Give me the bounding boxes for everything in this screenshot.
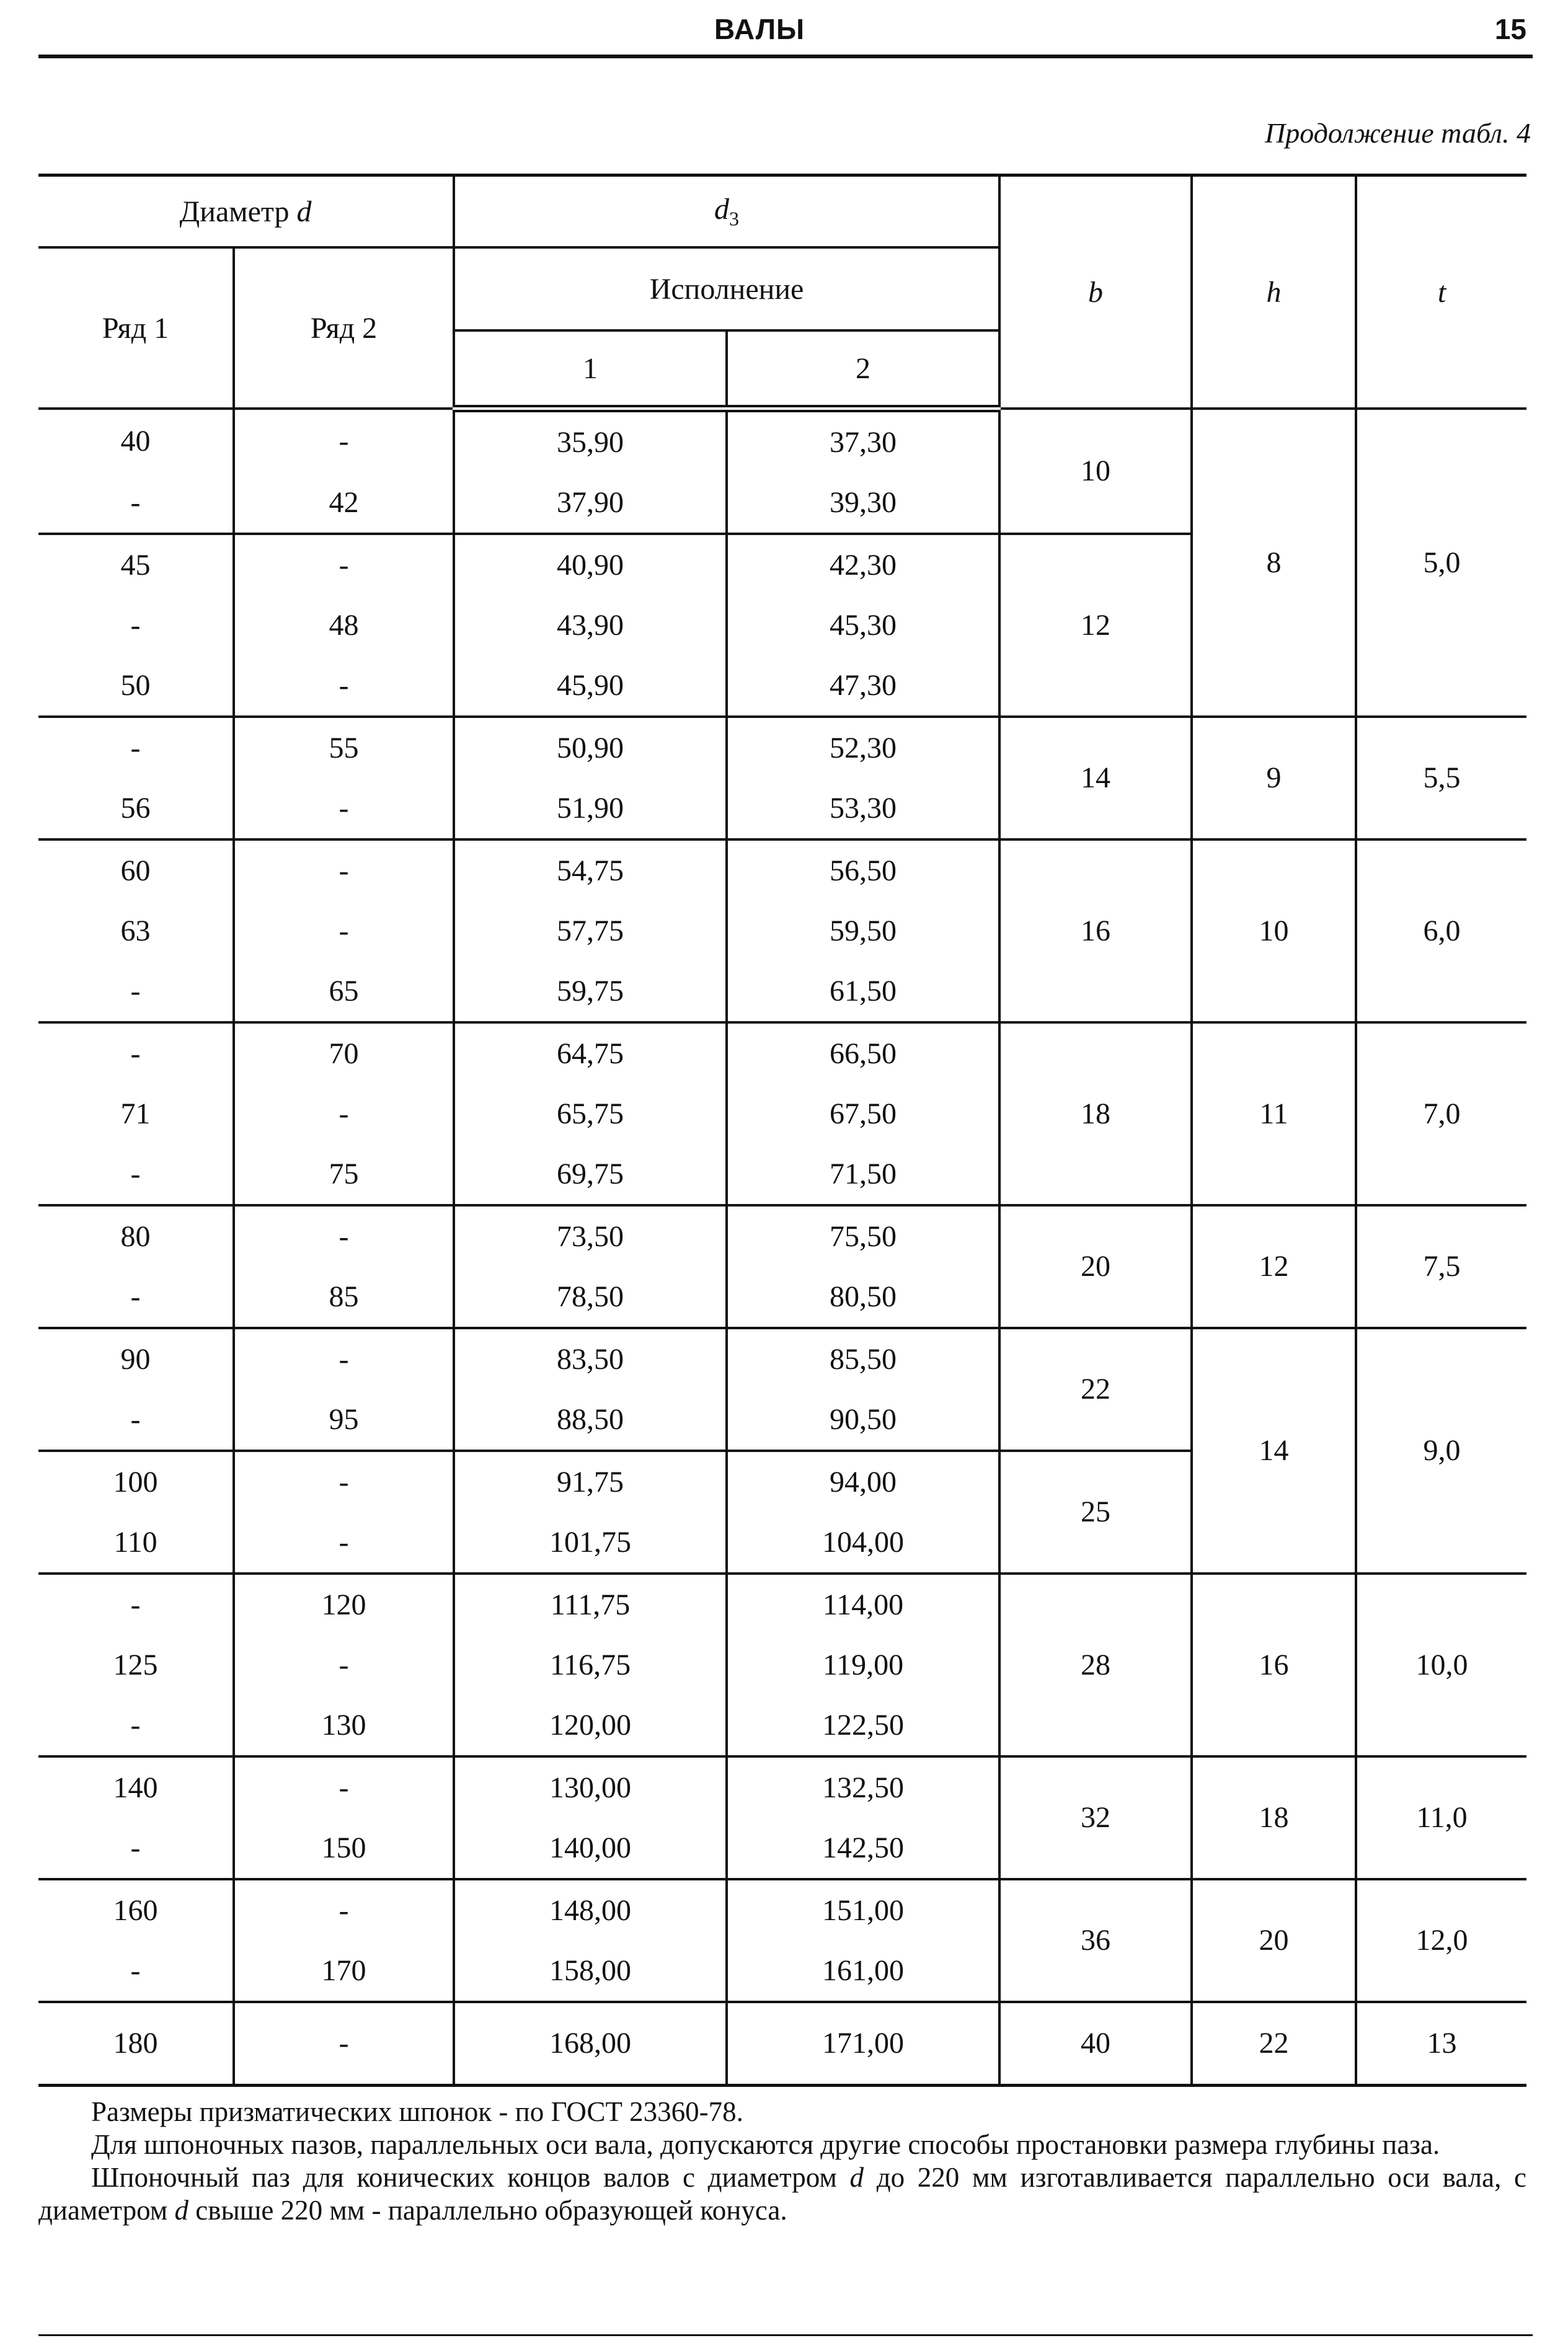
cell-exec2: 59,50 (727, 901, 999, 961)
cell-exec1: 54,75 (454, 839, 727, 901)
cell-row2: 130 (234, 1695, 454, 1756)
cell-row2: 55 (234, 717, 454, 778)
cell-exec1: 45,90 (454, 655, 727, 717)
cell-row1: 100 (38, 1451, 234, 1512)
cell-exec2: 47,30 (727, 655, 999, 717)
cell-t: 10,0 (1356, 1574, 1526, 1756)
header-h: h (1192, 175, 1356, 409)
cell-exec1: 111,75 (454, 1574, 727, 1635)
cell-exec2: 45,30 (727, 595, 999, 655)
cell-exec1: 57,75 (454, 901, 727, 961)
cell-exec2: 75,50 (727, 1205, 999, 1267)
cell-row1: 45 (38, 534, 234, 595)
cell-row2: - (234, 901, 454, 961)
cell-b: 20 (999, 1205, 1192, 1328)
cell-row1: - (38, 1941, 234, 2002)
cell-b: 32 (999, 1756, 1192, 1879)
header-execution-1: 1 (454, 330, 727, 409)
cell-exec1: 168,00 (454, 2002, 727, 2086)
cell-row1: - (38, 1144, 234, 1205)
note-3: Шпоночный паз для конических концов валов с диаметром d до 220 мм изготавливается параллельно оси вала, с диаметром d свыше 220 мм - параллельно образующей конуса. (38, 2162, 1526, 2226)
cell-exec1: 51,90 (454, 778, 727, 839)
cell-row1: - (38, 1818, 234, 1879)
cell-row2: 75 (234, 1144, 454, 1205)
cell-b: 18 (999, 1022, 1192, 1205)
cell-row2: 48 (234, 595, 454, 655)
cell-b: 16 (999, 839, 1192, 1022)
table-row (38, 839, 1526, 901)
cell-t: 6,0 (1356, 839, 1526, 1022)
cell-h: 14 (1192, 1328, 1356, 1574)
cell-row1: - (38, 1695, 234, 1756)
cell-row1: 60 (38, 839, 234, 901)
cell-h: 22 (1192, 2002, 1356, 2086)
cell-row2: - (234, 2002, 454, 2086)
cell-exec1: 83,50 (454, 1328, 727, 1389)
cell-h: 20 (1192, 1879, 1356, 2002)
table-row (38, 1879, 1526, 1941)
cell-exec2: 42,30 (727, 534, 999, 595)
cell-row1: 63 (38, 901, 234, 961)
cell-exec2: 67,50 (727, 1084, 999, 1144)
cell-row2: - (234, 1328, 454, 1389)
table-row (38, 409, 1526, 472)
cell-exec2: 119,00 (727, 1635, 999, 1695)
cell-h: 11 (1192, 1022, 1356, 1205)
cell-t: 7,0 (1356, 1022, 1526, 1205)
cell-row2: - (234, 778, 454, 839)
cell-row1: 80 (38, 1205, 234, 1267)
cell-exec2: 52,30 (727, 717, 999, 778)
cell-exec1: 35,90 (454, 409, 727, 472)
cell-row1: 40 (38, 409, 234, 472)
cell-exec2: 122,50 (727, 1695, 999, 1756)
cell-row2: - (234, 1756, 454, 1818)
table-row (38, 1205, 1526, 1267)
cell-exec2: 66,50 (727, 1022, 999, 1084)
cell-exec2: 132,50 (727, 1756, 999, 1818)
header-execution: Исполнение (454, 247, 999, 330)
cell-h: 10 (1192, 839, 1356, 1022)
cell-exec1: 43,90 (454, 595, 727, 655)
cell-b: 40 (999, 2002, 1192, 2086)
table-row (38, 2002, 1526, 2086)
cell-exec2: 85,50 (727, 1328, 999, 1389)
cell-row2: 42 (234, 472, 454, 534)
cell-row1: 160 (38, 1879, 234, 1941)
cell-exec1: 116,75 (454, 1635, 727, 1695)
cell-row2: - (234, 534, 454, 595)
cell-exec2: 171,00 (727, 2002, 999, 2086)
cell-row2: - (234, 1512, 454, 1574)
cell-exec2: 90,50 (727, 1389, 999, 1451)
note-1: Размеры призматических шпонок - по ГОСТ 23360-78. (91, 2096, 743, 2127)
cell-exec2: 94,00 (727, 1451, 999, 1512)
cell-row2: 70 (234, 1022, 454, 1084)
cell-row2: 65 (234, 961, 454, 1022)
cell-exec2: 71,50 (727, 1144, 999, 1205)
table-notes (38, 2096, 1526, 2227)
cell-row2: - (234, 1084, 454, 1144)
cell-row1: 50 (38, 655, 234, 717)
cell-b: 25 (999, 1451, 1192, 1574)
cell-row1: - (38, 1022, 234, 1084)
cell-row2: - (234, 655, 454, 717)
cell-exec1: 59,75 (454, 961, 727, 1022)
cell-row2: 95 (234, 1389, 454, 1451)
cell-exec1: 88,50 (454, 1389, 727, 1451)
cell-row2: - (234, 1879, 454, 1941)
page-number: 15 (1494, 13, 1526, 45)
cell-t: 13 (1356, 2002, 1526, 2086)
cell-exec2: 80,50 (727, 1267, 999, 1328)
dimensions-table (38, 174, 1526, 2087)
cell-row2: 85 (234, 1267, 454, 1328)
cell-exec2: 161,00 (727, 1941, 999, 2002)
cell-exec1: 65,75 (454, 1084, 727, 1144)
cell-row1: - (38, 717, 234, 778)
cell-t: 7,5 (1356, 1205, 1526, 1328)
bottom-rule (38, 2334, 1533, 2336)
header-diameter: Диаметр d (38, 175, 454, 248)
header-t: t (1356, 175, 1526, 409)
cell-row1: - (38, 1267, 234, 1328)
cell-t: 12,0 (1356, 1879, 1526, 2002)
cell-row2: - (234, 1635, 454, 1695)
cell-b: 28 (999, 1574, 1192, 1756)
cell-exec1: 69,75 (454, 1144, 727, 1205)
cell-exec1: 158,00 (454, 1941, 727, 2002)
table-row (38, 717, 1526, 778)
header-row-1: Ряд 1 (38, 247, 234, 409)
cell-exec2: 114,00 (727, 1574, 999, 1635)
cell-exec2: 151,00 (727, 1879, 999, 1941)
cell-b: 10 (999, 409, 1192, 534)
cell-row1: - (38, 595, 234, 655)
cell-t: 5,5 (1356, 717, 1526, 839)
cell-row1: - (38, 1574, 234, 1635)
cell-exec2: 104,00 (727, 1512, 999, 1574)
cell-h: 16 (1192, 1574, 1356, 1756)
cell-exec1: 120,00 (454, 1695, 727, 1756)
cell-row2: - (234, 1451, 454, 1512)
cell-row1: 90 (38, 1328, 234, 1389)
cell-row1: 140 (38, 1756, 234, 1818)
cell-exec1: 73,50 (454, 1205, 727, 1267)
cell-exec1: 50,90 (454, 717, 727, 778)
cell-t: 11,0 (1356, 1756, 1526, 1879)
header-execution-2: 2 (727, 330, 999, 409)
cell-row2: - (234, 1205, 454, 1267)
cell-row1: - (38, 961, 234, 1022)
cell-h: 12 (1192, 1205, 1356, 1328)
cell-exec1: 148,00 (454, 1879, 727, 1941)
cell-row2: - (234, 839, 454, 901)
cell-row1: - (38, 1389, 234, 1451)
table-row (38, 1756, 1526, 1818)
cell-row2: 170 (234, 1941, 454, 2002)
cell-exec2: 39,30 (727, 472, 999, 534)
cell-t: 5,0 (1356, 409, 1526, 717)
cell-b: 22 (999, 1328, 1192, 1451)
table-row (38, 1022, 1526, 1084)
header-d3: $d_3$ (454, 175, 999, 248)
cell-exec1: 37,90 (454, 472, 727, 534)
table-caption: Продолжение табл. 4 (1265, 117, 1531, 149)
cell-b: 14 (999, 717, 1192, 839)
cell-row1: 56 (38, 778, 234, 839)
cell-exec1: 140,00 (454, 1818, 727, 1879)
note-2: Для шпоночных пазов, параллельных оси вала, допускаются другие способы простановки размера глубины паза. (91, 2129, 1440, 2161)
cell-exec1: 40,90 (454, 534, 727, 595)
cell-h: 9 (1192, 717, 1356, 839)
cell-exec1: 130,00 (454, 1756, 727, 1818)
cell-exec2: 61,50 (727, 961, 999, 1022)
header-row-2: Ряд 2 (234, 247, 454, 409)
cell-b: 36 (999, 1879, 1192, 2002)
cell-row2: - (234, 409, 454, 472)
header-b: b (999, 175, 1192, 409)
cell-exec2: 37,30 (727, 409, 999, 472)
cell-row2: 120 (234, 1574, 454, 1635)
cell-exec1: 91,75 (454, 1451, 727, 1512)
cell-row1: 71 (38, 1084, 234, 1144)
table-row (38, 1574, 1526, 1635)
cell-row1: 180 (38, 2002, 234, 2086)
table-row (38, 1328, 1526, 1389)
page-title: ВАЛЫ (714, 13, 805, 45)
cell-exec1: 78,50 (454, 1267, 727, 1328)
cell-h: 8 (1192, 409, 1356, 717)
cell-exec2: 56,50 (727, 839, 999, 901)
cell-t: 9,0 (1356, 1328, 1526, 1574)
cell-row1: 125 (38, 1635, 234, 1695)
cell-h: 18 (1192, 1756, 1356, 1879)
cell-row1: 110 (38, 1512, 234, 1574)
cell-exec2: 53,30 (727, 778, 999, 839)
cell-exec1: 64,75 (454, 1022, 727, 1084)
cell-row1: - (38, 472, 234, 534)
cell-row2: 150 (234, 1818, 454, 1879)
cell-exec2: 142,50 (727, 1818, 999, 1879)
page-header (38, 11, 1533, 58)
cell-b: 12 (999, 534, 1192, 717)
cell-exec1: 101,75 (454, 1512, 727, 1574)
